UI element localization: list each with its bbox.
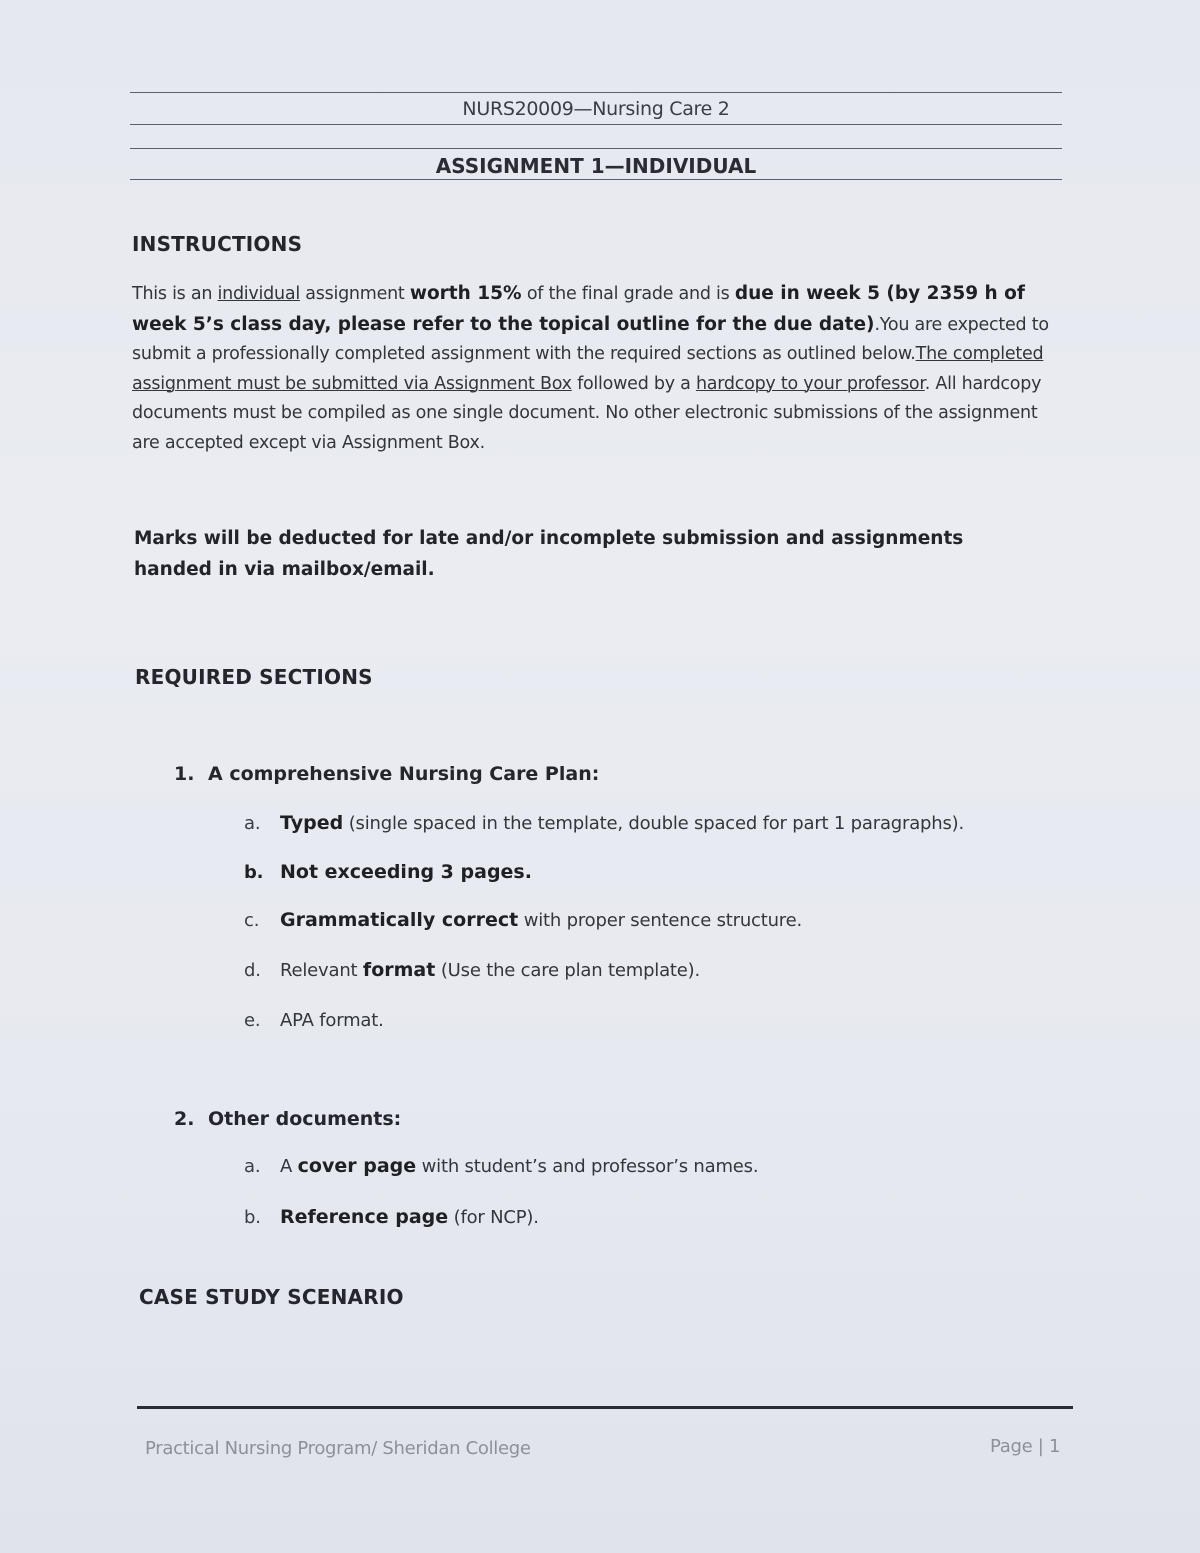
sub-item-cover-page: a. A cover page with student’s and professor’s names. <box>244 1155 759 1177</box>
header-rule-2 <box>130 124 1062 125</box>
page-number: Page | 1 <box>990 1436 1061 1457</box>
assignment-title: ASSIGNMENT 1—INDIVIDUAL <box>435 154 757 178</box>
marks-deduction-note: Marks will be deducted for late and/or incomplete submission and assignments handed in via mailbox/email. <box>134 528 964 580</box>
required-item-2: 2. Other documents: <box>174 1108 402 1130</box>
footer-rule <box>137 1406 1073 1409</box>
due-date-text: due in week 5 (by 2359 h of week 5’s class day, please refer to the topical outline for the due date) <box>132 283 1025 335</box>
submission-text: The completed assignment must be submitted via Assignment Box <box>132 344 1044 394</box>
case-study-heading: CASE STUDY SCENARIO <box>139 1285 404 1309</box>
sub-item-reference-page: b. Reference page (for NCP). <box>244 1206 539 1228</box>
worth-text: worth 15% <box>409 283 522 304</box>
footer-program: Practical Nursing Program/ Sheridan College <box>145 1438 531 1459</box>
sub-item-apa: e. APA format. <box>244 1010 384 1031</box>
instructions-paragraph: This is an individual assignment worth 15% of the final grade and is due in week 5 (by 2359 h of week 5’s class day, please refer to the topical outline for the due date).You are expected to submit a professionally completed assignment with the required sections as outlined below.The completed assignment must be submitted via Assignment Box followed by a hardcopy to your professor. All hardcopy documents must be compiled as one single document. No other electronic submissions of the assignment are accepted except via Assignment Box. <box>132 283 1049 453</box>
hardcopy-text: hardcopy to your professor <box>695 373 925 394</box>
course-title: NURS20009—Nursing Care 2 <box>462 98 730 120</box>
individual-text: individual <box>217 284 300 304</box>
required-item-1: 1. A comprehensive Nursing Care Plan: <box>174 763 600 785</box>
header-rule-bottom <box>130 179 1062 180</box>
instructions-heading: INSTRUCTIONS <box>132 232 303 256</box>
sub-item-typed: a. Typed (single spaced in the template, double spaced for part 1 paragraphs). <box>244 812 964 834</box>
sub-item-grammar: c. Grammatically correct with proper sentence structure. <box>244 909 803 931</box>
header-rule-3 <box>130 148 1062 149</box>
header-rule-top <box>130 92 1062 93</box>
required-sections-heading: REQUIRED SECTIONS <box>135 665 373 689</box>
sub-item-pages: b. Not exceeding 3 pages. <box>244 861 532 883</box>
sub-item-format: d. Relevant format (Use the care plan template). <box>244 959 700 981</box>
